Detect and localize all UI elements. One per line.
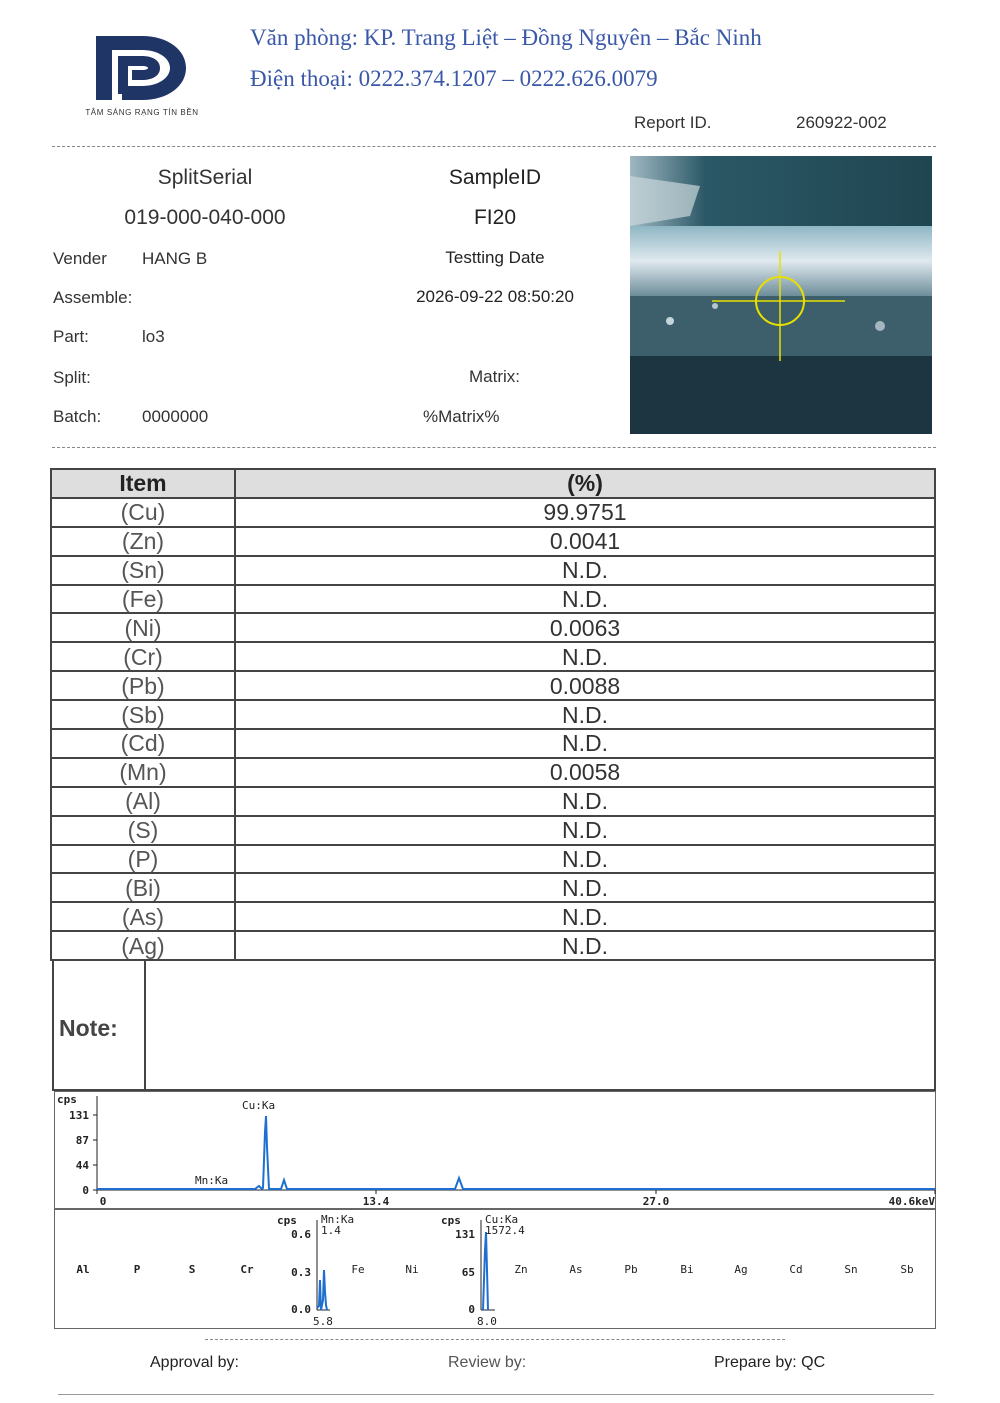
vender-label: Vender <box>53 249 107 268</box>
element-cell: (Bi) <box>51 873 235 902</box>
table-row <box>51 498 935 527</box>
item-column-header: Item <box>51 469 235 498</box>
element-label: Ag <box>734 1263 748 1276</box>
table-row <box>51 873 935 902</box>
element-cell: (Cr) <box>51 642 235 671</box>
element-cell: (As) <box>51 902 235 931</box>
mn-line-name: Mn:Ka <box>321 1213 355 1226</box>
sample-photo <box>630 156 932 434</box>
phone-numbers: Điện thoại: 0222.374.1207 – 0222.626.0079 <box>250 66 658 91</box>
divider <box>205 1339 785 1340</box>
percent-cell: N.D. <box>235 556 935 585</box>
x-tick-label: 13.4 <box>362 1195 390 1208</box>
cu-cps-label: cps <box>441 1214 461 1227</box>
cu-line-name: Cu:Ka <box>485 1213 519 1226</box>
mn-tick-label: 0.3 <box>291 1266 311 1279</box>
mn-line-energy: 5.8 <box>313 1315 333 1328</box>
percent-column-header: (%) <box>235 469 935 498</box>
testing-date-label: Testting Date <box>445 248 545 267</box>
sample-id-value: FI20 <box>473 206 517 229</box>
element-cell: (Al) <box>51 787 235 816</box>
mn-line-value: 1.4 <box>321 1224 341 1237</box>
element-label: Ni <box>405 1263 419 1276</box>
divider <box>52 447 936 448</box>
cu-line-value: 1572.4 <box>485 1224 525 1237</box>
percent-cell: 0.0063 <box>235 613 935 642</box>
spectrum-cps-label: cps <box>57 1093 77 1106</box>
element-label: Cd <box>789 1263 803 1276</box>
element-cell: (Mn) <box>51 758 235 787</box>
element-cell: (Sn) <box>51 556 235 585</box>
split-label: Split: <box>53 368 91 387</box>
table-row <box>51 787 935 816</box>
y-tick-label: 44 <box>75 1159 89 1172</box>
split-serial-label: SplitSerial <box>157 166 253 189</box>
report-id-value: 260922-002 <box>796 113 887 132</box>
split-serial-value: 019-000-040-000 <box>124 206 286 229</box>
office-address: Văn phòng: KP. Trang Liệt – Đồng Nguyên – Bắc Ninh <box>250 25 762 50</box>
element-label: Pb <box>624 1263 638 1276</box>
table-row <box>51 700 935 729</box>
report-id-label: Report ID. <box>634 113 712 132</box>
batch-value: 0000000 <box>142 407 209 426</box>
percent-cell: 0.0041 <box>235 527 935 556</box>
percent-cell: N.D. <box>235 729 935 758</box>
percent-cell: 0.0058 <box>235 758 935 787</box>
table-row <box>51 642 935 671</box>
table-row <box>51 556 935 585</box>
y-tick-label: 131 <box>69 1109 89 1122</box>
percent-cell: 0.0088 <box>235 671 935 700</box>
vender-value: HANG B <box>142 249 208 268</box>
element-cell: (Ni) <box>51 613 235 642</box>
percent-cell: N.D. <box>235 642 935 671</box>
y-tick-label: 87 <box>75 1134 89 1147</box>
element-label: Sb <box>900 1263 914 1276</box>
percent-cell: N.D. <box>235 845 935 874</box>
element-cell: (Zn) <box>51 527 235 556</box>
table-row <box>51 613 935 642</box>
batch-label: Batch: <box>53 407 102 426</box>
part-value: lo3 <box>142 327 165 346</box>
review-by: Review by: <box>448 1354 527 1371</box>
percent-cell: N.D. <box>235 816 935 845</box>
mn-peak-label: Mn:Ka <box>195 1174 229 1187</box>
element-label: Bi <box>680 1263 694 1276</box>
testing-date-value: 2026-09-22 08:50:20 <box>416 287 574 306</box>
table-row <box>51 931 935 960</box>
cu-peak-label: Cu:Ka <box>242 1099 276 1112</box>
percent-cell: N.D. <box>235 873 935 902</box>
note-label: Note: <box>59 1015 118 1041</box>
mn-line <box>317 1270 327 1310</box>
bottom-rule <box>58 1394 934 1395</box>
assemble-label: Assemble: <box>53 288 133 307</box>
element-label: Fe <box>351 1263 365 1276</box>
matrix-value: %Matrix% <box>423 407 500 426</box>
divider <box>52 146 936 147</box>
note-box <box>52 959 936 1091</box>
element-cell: (S) <box>51 816 235 845</box>
x-tick-label: 27.0 <box>642 1195 670 1208</box>
element-label: Al <box>76 1263 90 1276</box>
xrf-spectrum <box>54 1091 936 1209</box>
element-cell: (P) <box>51 845 235 874</box>
element-label: Zn <box>514 1263 528 1276</box>
y-tick-label: 0 <box>82 1184 89 1197</box>
x-tick-label: 40.6keV <box>888 1195 935 1208</box>
table-row <box>51 758 935 787</box>
table-header-row <box>51 469 935 498</box>
element-label: As <box>569 1263 583 1276</box>
mn-tick-label: 0.0 <box>291 1303 311 1316</box>
mn-cps-label: cps <box>277 1214 297 1227</box>
x-tick-label: 0 <box>99 1195 107 1208</box>
company-logo <box>62 32 222 122</box>
results-table <box>50 468 936 961</box>
element-label: Cr <box>240 1263 254 1276</box>
element-cell: (Sb) <box>51 700 235 729</box>
element-label: Sn <box>844 1263 858 1276</box>
sample-id-label: SampleID <box>448 166 542 189</box>
approval-by: Approval by: <box>150 1354 239 1371</box>
table-row <box>51 845 935 874</box>
element-cell: (Ag) <box>51 931 235 960</box>
percent-cell: N.D. <box>235 931 935 960</box>
element-cell: (Fe) <box>51 585 235 614</box>
element-cell: (Cd) <box>51 729 235 758</box>
percent-cell: N.D. <box>235 787 935 816</box>
percent-cell: N.D. <box>235 700 935 729</box>
cu-tick-label: 65 <box>461 1266 475 1279</box>
table-row <box>51 729 935 758</box>
table-row <box>51 527 935 556</box>
element-cell: (Cu) <box>51 498 235 527</box>
table-row <box>51 585 935 614</box>
table-row <box>51 902 935 931</box>
logo-text: TÂM SÁNG RẠNG TÍN BỀN <box>85 108 199 117</box>
percent-cell: 99.9751 <box>235 498 935 527</box>
percent-cell: N.D. <box>235 585 935 614</box>
part-label: Part: <box>53 327 89 346</box>
cu-tick-label: 0 <box>468 1303 475 1316</box>
prepare-by: Prepare by: QC <box>714 1354 826 1371</box>
mn-tick-label: 0.6 <box>291 1228 311 1241</box>
table-row <box>51 816 935 845</box>
percent-cell: N.D. <box>235 902 935 931</box>
cu-tick-label: 131 <box>455 1228 475 1241</box>
cu-line <box>483 1232 488 1310</box>
dp-logo-icon <box>94 32 188 102</box>
table-row <box>51 671 935 700</box>
element-lines-panel <box>54 1209 936 1329</box>
element-label: S <box>188 1263 196 1276</box>
cu-line-energy: 8.0 <box>477 1315 497 1328</box>
matrix-label: Matrix: <box>469 367 520 386</box>
element-cell: (Pb) <box>51 671 235 700</box>
element-label: P <box>133 1263 141 1276</box>
